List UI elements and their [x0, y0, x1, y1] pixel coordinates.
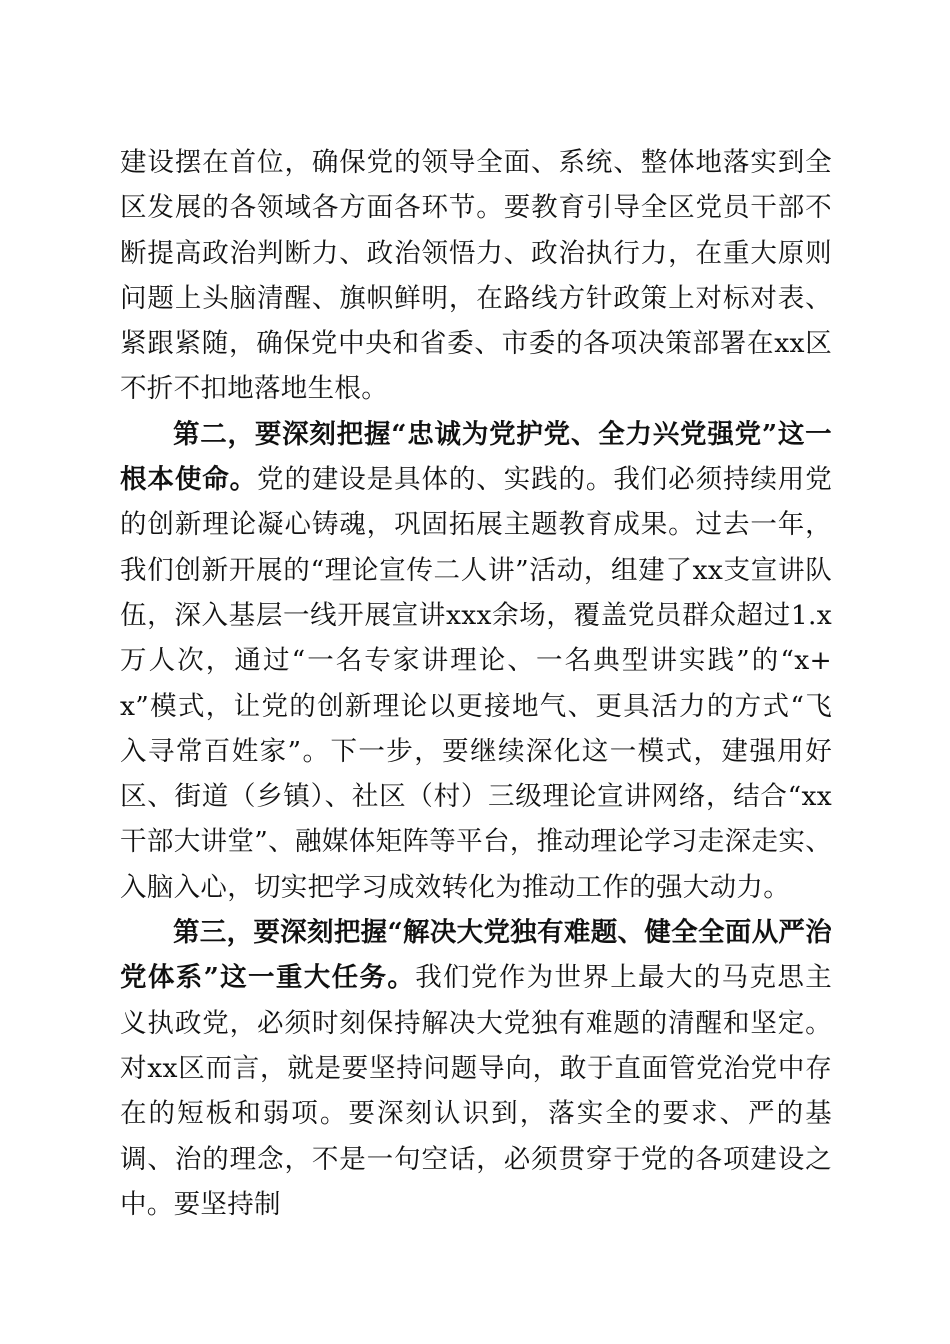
paragraph-heading: 第二，要深刻把握“忠诚为党护党、全力兴党强党”这一根本使命。	[120, 418, 832, 496]
paragraph-body: 建设摆在首位，确保党的领导全面、系统、整体地落实到全区发展的各领域各方面各环节。要教育引导全区党员干部不断提高政治判断力、政治领悟力、政治执行力，在重大原则问题上头脑清醒、旗帜鲜明，在路线方针政策上对标对表、紧跟紧随，确保党中央和省委、市委的各项决策部署在xx区不折不扣地落地生根。	[120, 147, 832, 405]
paragraph-continuation	[120, 140, 832, 412]
paragraph-third-point	[120, 910, 832, 1227]
paragraph-body: 我们党作为世界上最大的马克思主义执政党，必须时刻保持解决大党独有难题的清醒和坚定。对xx区而言，就是要坚持问题导向，敢于直面管党治党中存在的短板和弱项。要深刻认识到，落实全的要求、严的基调、治的理念，不是一句空话，必须贯穿于党的各项建设之中。要坚持制	[120, 962, 833, 1220]
document-page	[120, 140, 832, 1227]
paragraph-body: 党的建设是具体的、实践的。我们必须持续用党的创新理论凝心铸魂，巩固拓展主题教育成果。过去一年，我们创新开展的“理论宣传二人讲”活动，组建了xx支宣讲队伍，深入基层一线开展宣讲xxx余场，覆盖党员群众超过1.x万人次，通过“一名专家讲理论、一名典型讲实践”的“x+x”模式，让党的创新理论以更接地气、更具活力的方式“飞入寻常百姓家”。下一步，要继续深化这一模式，建强用好区、街道（乡镇）、社区（村）三级理论宣讲网络，结合“xx干部大讲堂”、融媒体矩阵等平台，推动理论学习走深走实、入脑入心，切实把学习成效转化为推动工作的强大动力。	[120, 464, 832, 903]
paragraph-second-point	[120, 412, 832, 910]
paragraph-heading: 第三，要深刻把握“解决大党独有难题、健全全面从严治党体系”这一重大任务。	[120, 917, 832, 994]
